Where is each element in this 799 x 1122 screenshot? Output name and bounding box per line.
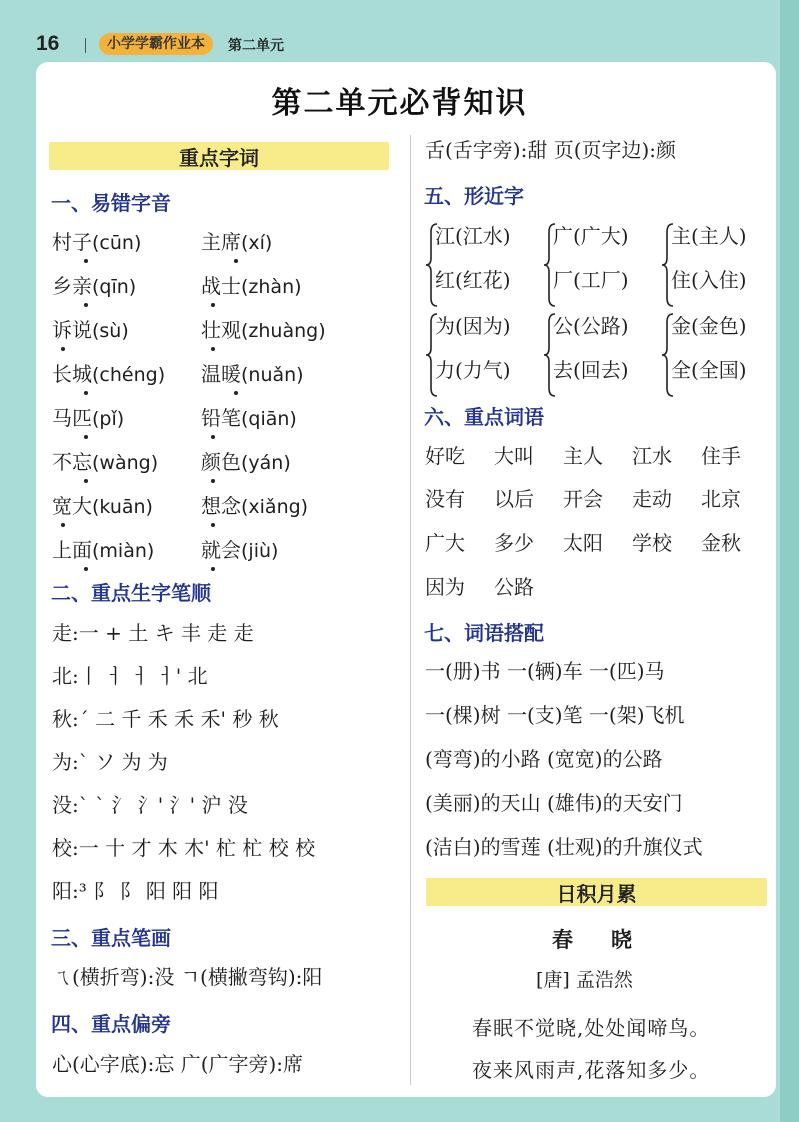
- pinyin: (chéng): [92, 364, 166, 386]
- stroke-order-row: 没:` ` 氵 氵' 氵' 沪 没: [52, 793, 248, 817]
- pinyin-item: [52, 492, 153, 521]
- pinyin: (cūn): [92, 232, 142, 254]
- pinyin: (zhàn): [241, 276, 302, 298]
- similar-char-b: 力(力气): [435, 358, 511, 382]
- emphasis-dot: [84, 391, 88, 395]
- pinyin: (xí): [241, 232, 273, 254]
- pinyin-item: [201, 404, 297, 433]
- stroke-order-row: 校:一 十 才 木 木' 杧 杧 校 校: [52, 836, 316, 860]
- pinyin-item: [52, 360, 165, 389]
- pinyin: (yán): [241, 452, 291, 474]
- similar-char-b: 住(入住): [671, 268, 747, 292]
- emphasis-dot: [61, 347, 65, 351]
- collocation-row: (弯弯)的小路 (宽宽)的公路: [425, 747, 663, 771]
- pinyin-item: [52, 228, 141, 257]
- phrase: 金秋: [701, 531, 741, 555]
- word: 铅笔: [201, 406, 241, 430]
- header-divider: [85, 38, 86, 53]
- emphasis-dot: [84, 435, 88, 439]
- similar-char-b: 厂(工厂): [553, 268, 629, 292]
- pinyin-item: [201, 492, 308, 521]
- similar-char-group: [425, 312, 535, 398]
- word: 上面: [52, 538, 92, 562]
- similar-char-a: 广(广大): [553, 224, 629, 248]
- word: 就会: [201, 538, 241, 562]
- similar-char-a: 江(江水): [435, 224, 511, 248]
- pinyin-item: [52, 448, 158, 477]
- brand-badge: 小学学霸作业本: [99, 33, 213, 55]
- stroke-row: ㄟ(横折弯):没 ㄱ(横撇弯钩):阳: [52, 965, 323, 989]
- emphasis-dot: [234, 259, 238, 263]
- pinyin: (qiān): [241, 408, 297, 430]
- phrase: 学校: [632, 531, 672, 555]
- phrase: 太阳: [563, 531, 603, 555]
- similar-char-b: 全(全国): [671, 358, 747, 382]
- emphasis-dot: [211, 303, 215, 307]
- poem-author: [唐] 孟浩然: [536, 969, 633, 991]
- banner-daily-accumulation: 日积月累: [426, 878, 767, 906]
- word: 长城: [52, 362, 92, 386]
- stroke-order-row: 北:丨 ㅓ ㅓ ㅓ' 北: [52, 664, 208, 688]
- pinyin: (jiù): [241, 540, 279, 562]
- radical-row: 舌(舌字旁):甜 页(页字边):颜: [425, 138, 677, 162]
- phrase: 因为: [425, 575, 465, 599]
- pinyin: (pǐ): [92, 408, 125, 430]
- emphasis-dot: [84, 479, 88, 483]
- similar-char-b: 去(回去): [553, 358, 629, 382]
- phrase: 住手: [701, 444, 741, 468]
- unit-label: 第二单元: [228, 38, 284, 54]
- emphasis-dot: [84, 259, 88, 263]
- section-title-collocations: 七、词语搭配: [424, 621, 544, 645]
- column-divider: [410, 135, 411, 1085]
- word: 主席: [201, 230, 241, 254]
- collocation-row: (美丽)的天山 (雄伟)的天安门: [425, 791, 683, 815]
- section-title-similar-chars: 五、形近字: [424, 184, 524, 208]
- pinyin-item: [52, 316, 129, 345]
- phrase: 主人: [563, 444, 603, 468]
- similar-char-b: 红(红花): [435, 268, 511, 292]
- stroke-order-row: 秋:´ ⼆ 千 禾 禾 禾' 秒 秋: [52, 707, 279, 731]
- pinyin: (wàng): [92, 452, 159, 474]
- word: 马匹: [52, 406, 92, 430]
- section-title-key-phrases: 六、重点词语: [424, 405, 544, 429]
- pinyin-item: [201, 360, 304, 389]
- phrase: 广大: [425, 531, 465, 555]
- pinyin: (miàn): [92, 540, 155, 562]
- pinyin: (kuān): [92, 496, 153, 518]
- pinyin: (zhuàng): [241, 320, 326, 342]
- pinyin-item: [201, 272, 302, 301]
- word: 村子: [52, 230, 92, 254]
- pinyin-item: [201, 316, 326, 345]
- phrase: 公路: [494, 575, 534, 599]
- collocation-row: 一(棵)树 一(支)笔 一(架)飞机: [425, 703, 685, 727]
- emphasis-dot: [211, 347, 215, 351]
- phrase: 多少: [494, 531, 534, 555]
- similar-char-group: [661, 222, 771, 308]
- word: 想念: [201, 494, 241, 518]
- phrase: 开会: [563, 487, 603, 511]
- page-number: 16: [36, 32, 60, 55]
- poem-line: 春眠不觉晓,处处闻啼鸟。: [472, 1016, 711, 1040]
- word: 壮观: [201, 318, 241, 342]
- phrase: 以后: [494, 487, 534, 511]
- pinyin-item: [201, 448, 291, 477]
- phrase: 没有: [425, 487, 465, 511]
- emphasis-dot: [234, 391, 238, 395]
- poem-title: 春晓: [552, 927, 670, 952]
- page-header: [0, 0, 799, 62]
- word: 战士: [201, 274, 241, 298]
- emphasis-dot: [211, 435, 215, 439]
- stroke-order-row: 走:一 + 土 キ 丰 走 走: [52, 621, 254, 645]
- page-edge-stripe: [780, 0, 799, 1122]
- emphasis-dot: [211, 523, 215, 527]
- word: 颜色: [201, 450, 241, 474]
- similar-char-group: [543, 312, 653, 398]
- pinyin-item: [201, 228, 272, 257]
- banner-key-words: 重点字词: [49, 142, 389, 170]
- stroke-order-row: 为:` ソ 为 为: [52, 750, 168, 774]
- phrase: 好吃: [425, 444, 465, 468]
- poem-line: 夜来风雨声,花落知多少。: [472, 1058, 711, 1082]
- word: 不忘: [52, 450, 92, 474]
- word: 宽大: [52, 494, 92, 518]
- page-title: 第二单元必背知识: [271, 86, 528, 121]
- similar-char-group: [543, 222, 653, 308]
- radical-row: 心(心字底):忘 广(广字旁):席: [52, 1052, 304, 1076]
- word: 乡亲: [52, 274, 92, 298]
- phrase: 大叫: [494, 444, 534, 468]
- similar-char-group: [425, 222, 535, 308]
- similar-char-a: 金(金色): [671, 314, 747, 338]
- similar-char-group: [661, 312, 771, 398]
- collocation-row: 一(册)书 一(辆)车 一(匹)马: [425, 659, 665, 683]
- section-title-strokes: 三、重点笔画: [51, 926, 171, 950]
- pinyin: (sù): [92, 320, 129, 342]
- similar-char-a: 公(公路): [553, 314, 629, 338]
- emphasis-dot: [84, 567, 88, 571]
- emphasis-dot: [84, 303, 88, 307]
- pinyin: (nuǎn): [241, 364, 304, 386]
- section-title-pronunciation: 一、易错字音: [51, 191, 171, 215]
- similar-char-a: 主(主人): [671, 224, 747, 248]
- stroke-order-row: 阳:³ 阝 阝 阳 阳 阳: [52, 879, 219, 903]
- collocation-row: (洁白)的雪莲 (壮观)的升旗仪式: [425, 835, 703, 859]
- pinyin-item: [52, 272, 136, 301]
- word: 诉说: [52, 318, 92, 342]
- word: 温暖: [201, 362, 241, 386]
- emphasis-dot: [61, 523, 65, 527]
- emphasis-dot: [211, 479, 215, 483]
- similar-char-a: 为(因为): [435, 314, 511, 338]
- pinyin-item: [52, 404, 124, 433]
- pinyin-item: [52, 536, 154, 565]
- section-title-stroke-order: 二、重点生字笔顺: [51, 581, 211, 605]
- section-title-radicals: 四、重点偏旁: [51, 1012, 171, 1036]
- phrase: 江水: [632, 444, 672, 468]
- emphasis-dot: [211, 567, 215, 571]
- pinyin: (xiǎng): [241, 496, 309, 518]
- phrase: 北京: [701, 487, 741, 511]
- pinyin-item: [201, 536, 278, 565]
- pinyin: (qīn): [92, 276, 137, 298]
- phrase: 走动: [632, 487, 672, 511]
